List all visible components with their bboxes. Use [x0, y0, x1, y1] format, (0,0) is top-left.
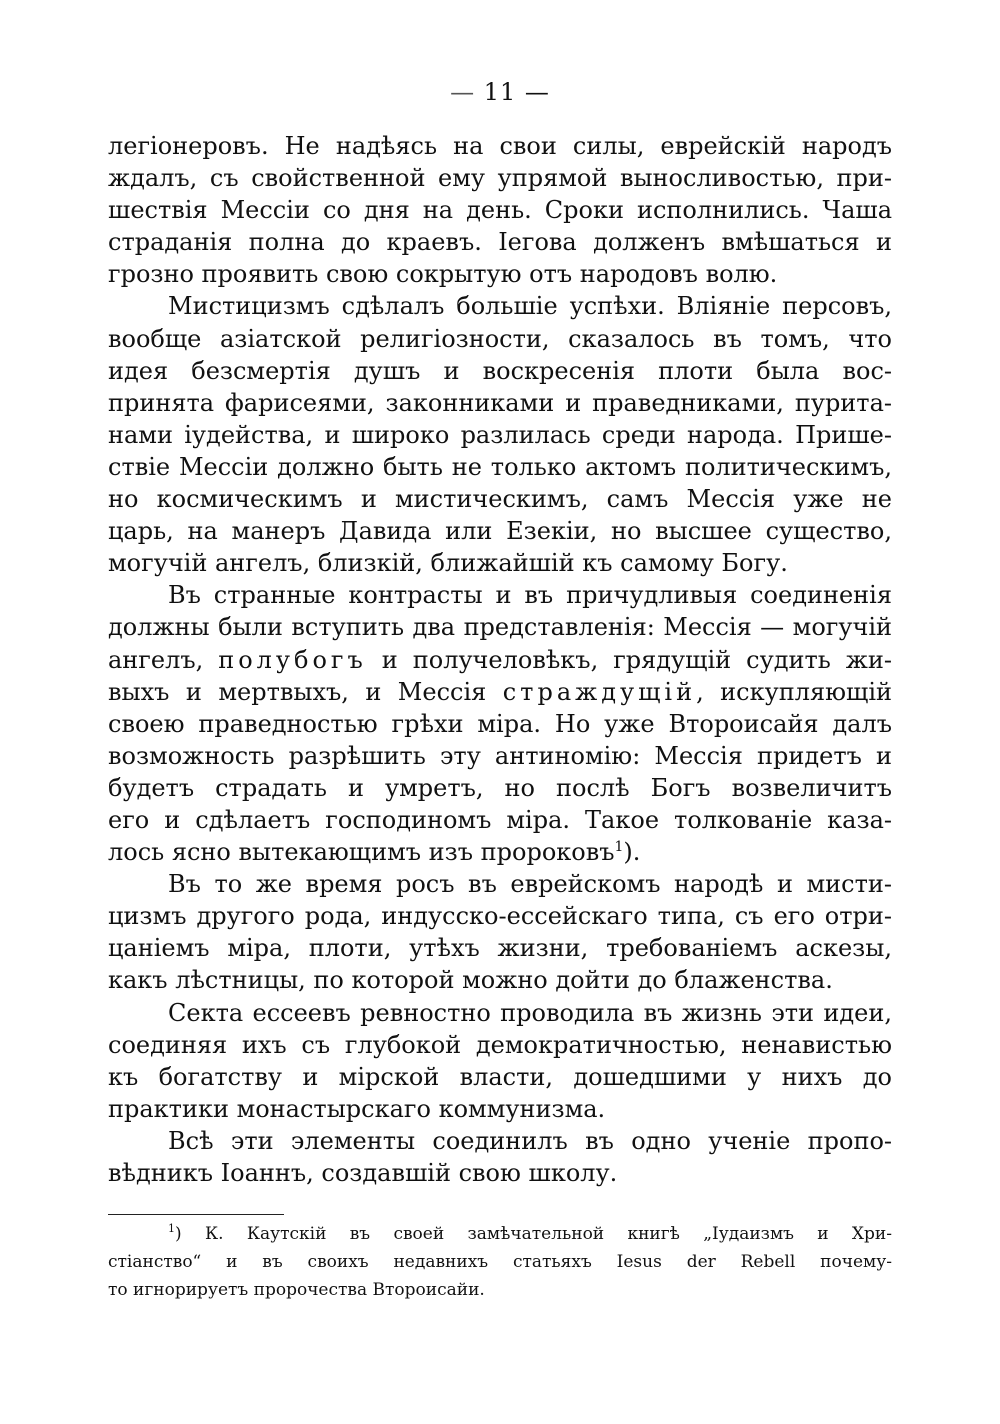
- text-line: Въ то же время росъ въ еврейскомъ народѣ и мисти-: [168, 870, 892, 899]
- text-line: Мистицизмъ сдѣлалъ большіе успѣхи. Вліяніе персовъ,: [168, 292, 892, 321]
- main-text: [108, 130, 892, 1189]
- text-run: , искупляющій: [696, 677, 892, 706]
- spaced-emphasis: полубогъ: [218, 645, 367, 674]
- text-line: грозно проявить свою сокрытую отъ народовъ волю.: [108, 260, 778, 289]
- text-line: возможность разрѣшить эту антиномію: Мессія придетъ и: [108, 741, 892, 770]
- text-line: шествія Мессіи со дня на день. Сроки исполнились. Чаша: [108, 196, 892, 225]
- text-line: его и сдѣлаетъ господиномъ міра. Такое толкованіе каза-: [108, 805, 892, 834]
- text-run: ) К. Каутскій въ своей замѣчательной книгѣ „Іудаизмъ и Хри-: [175, 1224, 892, 1244]
- text-line: практики монастырскаго коммунизма.: [108, 1094, 606, 1123]
- text-run: ).: [623, 838, 641, 867]
- text-line: [108, 676, 892, 708]
- text-line: [108, 836, 892, 868]
- text-line: легіонеровъ. Не надѣясь на свои силы, еврейскій народъ: [108, 132, 892, 160]
- text-line: соединяя ихъ съ глубокой демократичностью, ненавистью: [108, 1030, 892, 1059]
- footnote-line: стіанство“ и въ своихъ недавнихъ статьяхъ Iesus der Rebell почему-: [108, 1252, 892, 1272]
- text-line: какъ лѣстницы, по которой можно дойти до блаженства.: [108, 966, 833, 995]
- text-line: своею праведностью грѣхи міра. Но уже Второисайя далъ: [108, 709, 892, 738]
- text-run: выхъ и мертвыхъ, и Мессія: [108, 677, 503, 706]
- text-line: должны были вступить два представленія: Мессія — могучій: [108, 613, 892, 642]
- text-line: но космическимъ и мистическимъ, самъ Мессія уже не: [108, 485, 892, 514]
- text-run: и получеловѣкъ, грядущій судить жи-: [366, 645, 892, 674]
- text-line: ствіе Мессіи должно быть не только актомъ политическимъ,: [108, 452, 892, 481]
- header-dash-left: —: [450, 78, 476, 106]
- text-line: страданія полна до краевъ. Іегова долженъ вмѣшаться и: [108, 228, 892, 257]
- text-line: идея безсмертія душъ и воскресенія плоти была вос-: [108, 356, 892, 385]
- text-line: нами іудейства, и широко разлилась среди народа. Прише-: [108, 420, 892, 449]
- header-dash-right: —: [524, 78, 550, 106]
- text-line: принята фарисеями, законниками и праведниками, пурита-: [108, 388, 892, 417]
- footnote: [108, 1220, 892, 1304]
- text-line: цизмъ другого рода, индусско-ессейскаго типа, съ его отри-: [108, 902, 892, 931]
- text-line: Секта ессеевъ ревностно проводила въ жизнь эти идеи,: [168, 998, 892, 1027]
- text-line: царь, на манеръ Давида или Езекіи, но высшее существо,: [108, 517, 892, 546]
- text-line: вѣдникъ Іоаннъ, создавшій свою школу.: [108, 1159, 618, 1187]
- footnote-divider: [108, 1214, 284, 1215]
- text-line: къ богатству и мірской власти, дошедшими у нихъ до: [108, 1062, 892, 1091]
- page-number: 11: [483, 78, 517, 106]
- footnote-line: то игнорируетъ пророчества Второисайи.: [108, 1280, 485, 1300]
- footnote-line: [108, 1220, 892, 1248]
- text-line: цаніемъ міра, плоти, утѣхъ жизни, требованіемъ аскезы,: [108, 934, 892, 963]
- text-line: вообще азіатской религіозности, сказалось въ томъ, что: [108, 324, 892, 353]
- spaced-emphasis: страждущій: [502, 677, 697, 706]
- text-line: будетъ страдать и умретъ, но послѣ Богъ возвеличитъ: [108, 773, 892, 802]
- text-line: ждалъ, съ свойственной ему упрямой выносливостью, при-: [108, 164, 892, 193]
- text-run: ангелъ,: [108, 645, 219, 674]
- text-line: могучій ангелъ, близкій, ближайшій къ самому Богу.: [108, 549, 788, 578]
- footnote-reference[interactable]: 1: [614, 839, 624, 856]
- text-line: [108, 644, 892, 676]
- text-line: Въ странные контрасты и въ причудливыя соединенія: [168, 581, 892, 610]
- footnote-marker: 1: [168, 1222, 175, 1235]
- page-header: [0, 78, 1000, 106]
- text-line: Всѣ эти элементы соединилъ въ одно ученіе пропо-: [168, 1126, 892, 1155]
- text-run: лось ясно вытекающимъ изъ пророковъ: [108, 838, 615, 867]
